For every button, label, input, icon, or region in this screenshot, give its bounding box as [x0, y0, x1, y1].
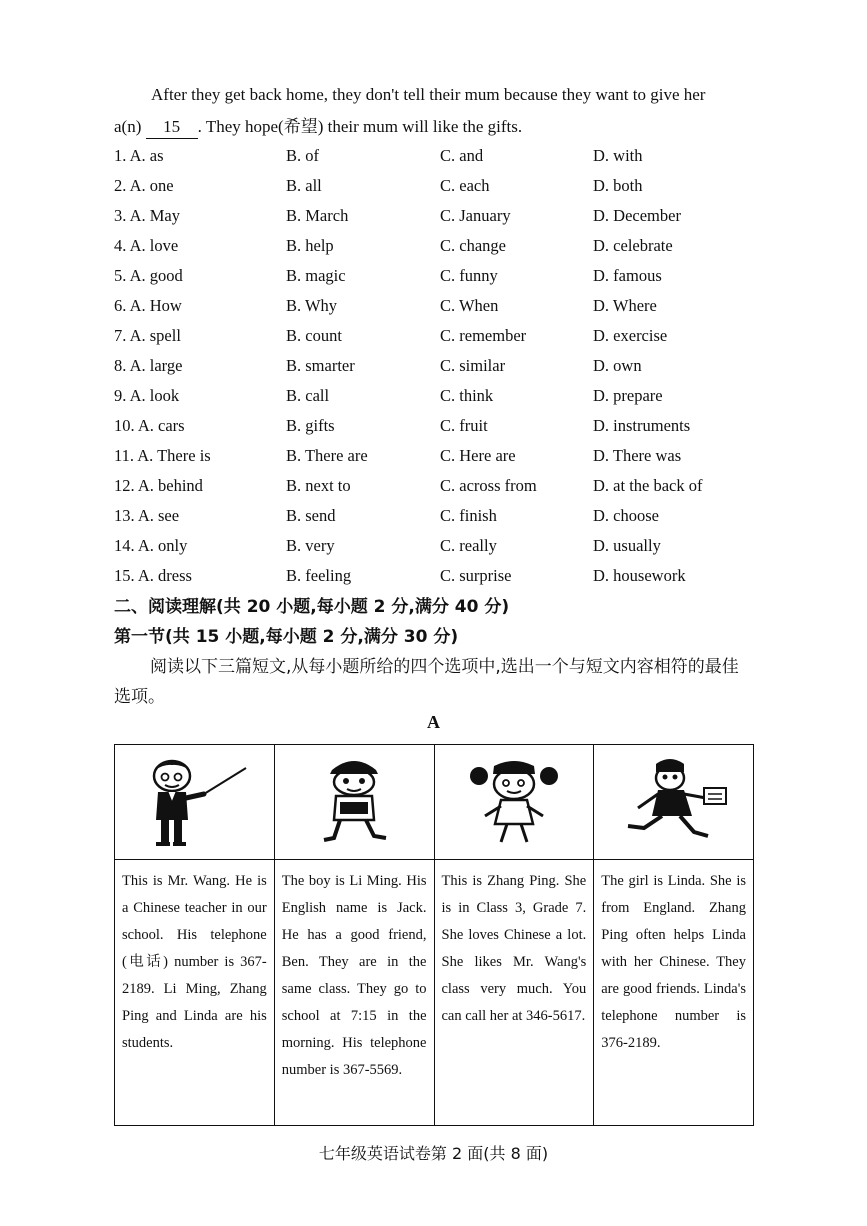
passage-line-1: After they get back home, they don't tell their mum because they want to give her: [151, 85, 706, 104]
option-b: B. call: [286, 386, 330, 405]
option-b: B. send: [286, 506, 336, 525]
option-d: D. own: [593, 356, 642, 375]
card-picture: [115, 745, 275, 860]
option-d: D. at the back of: [593, 476, 703, 495]
boy-with-cap-icon: [304, 754, 404, 850]
option-c: C. similar: [440, 356, 506, 375]
character-table: [114, 744, 754, 1126]
option-b: B. count: [286, 326, 342, 345]
passage-letter: A: [427, 712, 440, 732]
running-girl-with-book-icon: [614, 754, 734, 850]
option-c: C. January: [440, 206, 511, 225]
option-b: B. feeling: [286, 566, 352, 585]
option-b: B. next to: [286, 476, 351, 495]
passage-line-2: [114, 112, 522, 142]
option-d: D. both: [593, 176, 643, 195]
teacher-with-pointer-icon: [134, 754, 254, 850]
option-c: C. change: [440, 236, 506, 255]
option-d: D. celebrate: [593, 236, 673, 255]
page-footer: 七年级英语试卷第 2 面(共 8 面): [318, 1144, 549, 1163]
option-a: 3. A. May: [114, 206, 180, 225]
option-b: B. March: [286, 206, 349, 225]
card-text-mr-wang: This is Mr. Wang. He is a Chinese teacher in our school. His telephone (电话) number is 367-2189. Li Ming, Zhang Ping and Linda are his students.: [115, 860, 275, 1126]
option-d: D. exercise: [593, 326, 668, 345]
option-b: B. gifts: [286, 416, 335, 435]
girl-with-pigtails-icon: [459, 754, 569, 850]
option-a: 15. A. dress: [114, 566, 192, 585]
option-a: 13. A. see: [114, 506, 180, 525]
option-d: D. with: [593, 146, 643, 165]
option-c: C. think: [440, 386, 494, 405]
option-c: C. really: [440, 536, 497, 555]
card-picture: [594, 745, 754, 860]
option-d: D. housework: [593, 566, 686, 585]
option-d: D. Where: [593, 296, 657, 315]
option-c: C. each: [440, 176, 490, 195]
reading-instruction: 阅读以下三篇短文,从每小题所给的四个选项中,选出一个与短文内容相符的最佳选项。: [114, 657, 739, 707]
card-picture: [434, 745, 594, 860]
card-text-zhang-ping: This is Zhang Ping. She is in Class 3, Grade 7. She loves Chinese a lot. She likes Mr. Wang's class very much. You can call her at 346-5617.: [434, 860, 594, 1126]
option-b: B. all: [286, 176, 322, 195]
option-c: C. Here are: [440, 446, 516, 465]
option-d: D. prepare: [593, 386, 663, 405]
option-c: C. across from: [440, 476, 537, 495]
option-c: C. and: [440, 146, 484, 165]
option-d: D. famous: [593, 266, 662, 285]
option-a: 5. A. good: [114, 266, 183, 285]
option-d: D. There was: [593, 446, 682, 465]
option-c: C. surprise: [440, 566, 512, 585]
option-c: C. remember: [440, 326, 527, 345]
option-c: C. funny: [440, 266, 498, 285]
option-b: B. There are: [286, 446, 368, 465]
option-b: B. of: [286, 146, 319, 165]
option-a: 2. A. one: [114, 176, 174, 195]
option-d: D. usually: [593, 536, 661, 555]
passage-line-2-prefix: a(n): [114, 117, 142, 136]
blank-15: 15: [146, 116, 198, 139]
option-b: B. very: [286, 536, 335, 555]
card-text-linda: The girl is Linda. She is from England. Zhang Ping often helps Linda with her Chinese. They are good friends. Linda's telephone number is 376-2189.: [594, 860, 754, 1126]
option-b: B. magic: [286, 266, 346, 285]
option-b: B. Why: [286, 296, 338, 315]
option-a: 4. A. love: [114, 236, 179, 255]
section-heading: 二、阅读理解(共 20 小题,每小题 2 分,满分 40 分): [114, 597, 510, 617]
option-d: D. choose: [593, 506, 659, 525]
card-text-li-ming: The boy is Li Ming. His English name is Jack. He has a good friend, Ben. They are in the same class. They go to school at 7:15 in the morning. His telephone number is 367-5569.: [274, 860, 434, 1126]
option-c: C. finish: [440, 506, 497, 525]
option-a: 12. A. behind: [114, 476, 203, 495]
option-a: 9. A. look: [114, 386, 180, 405]
option-b: B. help: [286, 236, 334, 255]
option-a: 6. A. How: [114, 296, 182, 315]
option-d: D. instruments: [593, 416, 691, 435]
picture-row: [115, 745, 754, 860]
option-a: 11. A. There is: [114, 446, 211, 465]
text-row: [115, 860, 754, 1126]
option-a: 10. A. cars: [114, 416, 185, 435]
option-b: B. smarter: [286, 356, 355, 375]
option-c: C. When: [440, 296, 499, 315]
option-d: D. December: [593, 206, 681, 225]
option-c: C. fruit: [440, 416, 488, 435]
part-heading: 第一节(共 15 小题,每小题 2 分,满分 30 分): [114, 627, 459, 647]
option-a: 1. A. as: [114, 146, 164, 165]
card-picture: [274, 745, 434, 860]
passage-line-2-suffix: . They hope(希望) their mum will like the gifts.: [197, 117, 523, 136]
option-a: 7. A. spell: [114, 326, 181, 345]
option-a: 14. A. only: [114, 536, 188, 555]
option-a: 8. A. large: [114, 356, 183, 375]
